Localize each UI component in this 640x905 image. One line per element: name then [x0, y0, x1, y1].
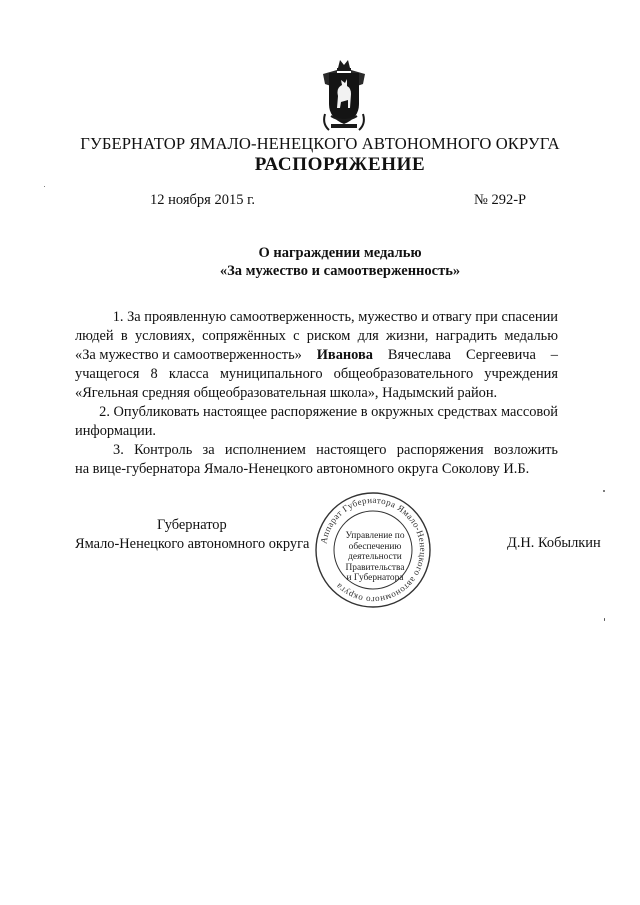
paragraph-text: 1. За проявленную самоотверженность, мужество и отвагу при спасении	[112, 309, 558, 325]
document-type-heading: РАСПОРЯЖЕНИЕ	[254, 154, 426, 175]
paragraph-text: учащегося 8 класса муниципального общеобразовательного учреждения	[75, 366, 558, 382]
coat-of-arms-emblem	[317, 58, 371, 134]
awardee-first-name: Вячеслава	[387, 347, 452, 363]
paragraph-text: 3. Контроль за исполнением настоящего распоряжения возложить	[113, 442, 558, 458]
paragraph-1-line-1	[75, 308, 558, 327]
document-date: 12 ноября 2015 г.	[150, 192, 256, 208]
paragraph-2-line-1	[75, 403, 558, 422]
paragraph-1-line-2	[75, 327, 558, 346]
paragraph-text: информации.	[75, 423, 156, 439]
paragraph-1-line-4	[75, 365, 558, 384]
awardee-surname: Иванова	[316, 347, 373, 363]
document-body	[75, 308, 558, 479]
paragraph-text: на вице-губернатора Ямало-Ненецкого автономного округа Соколову И.Б.	[75, 461, 530, 477]
stamp-line-2: обеспечению	[348, 541, 402, 552]
stamp-line-1: Управление по	[345, 531, 405, 541]
paragraph-2-line-2	[75, 422, 558, 441]
paragraph-3	[75, 441, 558, 479]
stamp-outer-text: Аппарат Губернатора Ямало-Ненецкого автономного округа	[318, 494, 429, 606]
awardee-patronymic: Сергеевича	[465, 347, 536, 363]
medal-name: «За мужество и самоотверженность»	[75, 347, 302, 363]
signatory-name: Д.Н. Кобылкин	[507, 535, 601, 551]
paragraph-text: «Ягельная средняя общеобразовательная школа», Надымский район.	[75, 385, 498, 401]
paragraph-2	[75, 403, 558, 441]
stamp-line-4: Правительства	[345, 562, 405, 573]
scan-speck	[603, 490, 605, 492]
paragraph-text: 2. Опубликовать настоящее распоряжение в окружных средствах массовой	[99, 404, 558, 420]
indent	[75, 403, 99, 422]
paragraph-1-line-5	[75, 384, 558, 403]
paragraph-text: людей в условиях, сопряжённых с риском для жизни, наградить медалью	[75, 328, 558, 344]
stamp-line-3: деятельности	[348, 552, 402, 563]
document-number: № 292-Р	[474, 192, 527, 208]
paragraph-3-line-2	[75, 460, 558, 479]
stamp-inner-text	[335, 531, 415, 584]
paragraph-1	[75, 308, 558, 403]
organization-title: ГУБЕРНАТОР ЯМАЛО-НЕНЕЦКОГО АВТОНОМНОГО ОКРУГА	[80, 134, 560, 153]
scan-speck	[44, 186, 45, 187]
indent	[75, 441, 113, 460]
subject-line-2: «За мужество и самоотверженность»	[219, 263, 461, 279]
signatory-title-line-2: Ямало-Ненецкого автономного округа	[75, 536, 310, 552]
document-subject	[0, 244, 640, 280]
subject-line-1: О награждении медалью	[258, 245, 422, 261]
stamp-line-5: и Губернатора	[346, 573, 404, 584]
signatory-title-line-1: Губернатор	[157, 517, 227, 533]
scan-speck	[604, 618, 605, 621]
paragraph-3-line-1	[75, 441, 558, 460]
dash: –	[550, 347, 558, 363]
paragraph-1-line-3	[75, 346, 558, 365]
indent	[75, 308, 113, 327]
